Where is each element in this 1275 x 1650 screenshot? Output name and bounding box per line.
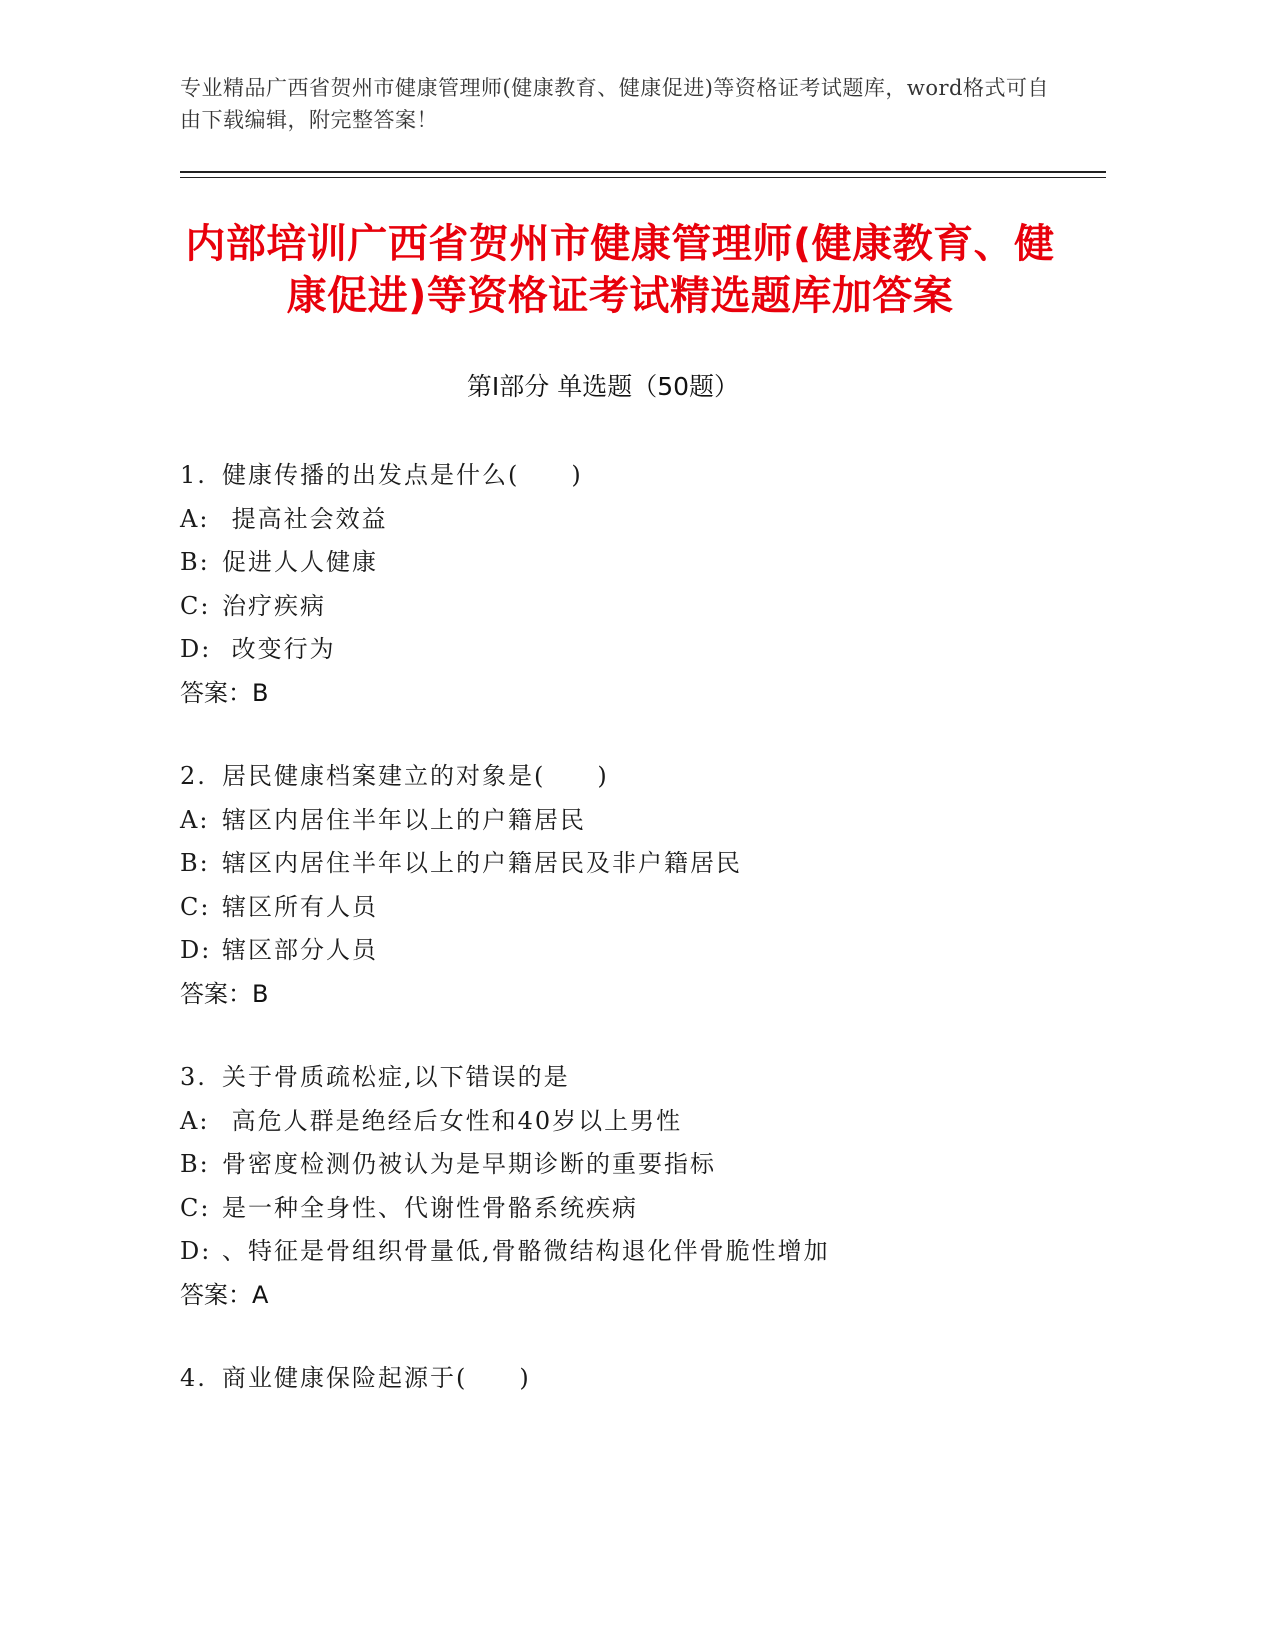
question-text: 商业健康保险起源于( ) — [222, 1364, 531, 1392]
option-b — [180, 1143, 1080, 1187]
option-key: B: — [180, 548, 210, 576]
answer-value: B — [252, 979, 269, 1008]
option-b — [180, 842, 1080, 886]
option-key: D: — [180, 936, 212, 964]
question-stem — [180, 1056, 1080, 1100]
option-key: A: — [180, 504, 210, 533]
question-1 — [180, 454, 1080, 715]
option-key: B: — [180, 849, 210, 877]
header-note: 专业精品广西省贺州市健康管理师(健康教育、健康促进)等资格证考试题库，word格式可自由下载编辑，附完整答案！ — [180, 76, 1049, 132]
option-text: 辖区内居住半年以上的户籍居民及非户籍居民 — [222, 849, 742, 877]
option-text: 治疗疾病 — [222, 591, 326, 620]
option-key: A: — [180, 805, 210, 834]
option-key: B: — [180, 1150, 210, 1178]
option-a — [180, 799, 1080, 843]
option-key: D: — [180, 635, 212, 663]
option-c — [180, 1187, 1080, 1231]
option-b — [180, 541, 1080, 585]
option-text: 高危人群是绝经后女性和40岁以上男性 — [222, 1106, 683, 1135]
question-4 — [180, 1357, 1080, 1401]
option-d — [180, 1230, 1080, 1274]
answer-value: A — [252, 1280, 269, 1309]
option-a — [180, 498, 1080, 542]
answer-line — [180, 1274, 1080, 1318]
option-key: D: — [180, 1237, 212, 1265]
question-number: 2. — [180, 762, 207, 790]
option-text: 辖区部分人员 — [222, 936, 378, 964]
section-title: 第Ⅰ部分 单选题（50题） — [466, 372, 740, 401]
option-key: C: — [180, 591, 211, 620]
option-c — [180, 886, 1080, 930]
question-stem — [180, 1357, 1080, 1401]
option-a — [180, 1100, 1080, 1144]
answer-value: B — [252, 678, 269, 707]
option-key: C: — [180, 1193, 211, 1222]
option-text: 提高社会效益 — [222, 504, 388, 533]
option-d — [180, 628, 1080, 672]
option-text: 促进人人健康 — [222, 548, 378, 576]
question-stem — [180, 454, 1080, 498]
question-list — [180, 454, 1080, 1441]
option-text: 辖区所有人员 — [222, 892, 378, 921]
answer-label: 答案： — [180, 1280, 252, 1309]
answer-line — [180, 672, 1080, 716]
document-title: 内部培训广西省贺州市健康管理师(健康教育、健康促进)等资格证考试精选题库加答案 — [185, 221, 1055, 319]
question-text: 居民健康档案建立的对象是( ) — [222, 762, 609, 790]
option-key: A: — [180, 1106, 210, 1135]
option-text: 是一种全身性、代谢性骨骼系统疾病 — [222, 1193, 638, 1222]
option-c — [180, 585, 1080, 629]
question-stem — [180, 755, 1080, 799]
question-3 — [180, 1056, 1080, 1317]
option-key: C: — [180, 892, 211, 921]
option-text: 改变行为 — [222, 635, 336, 663]
option-text: 骨密度检测仍被认为是早期诊断的重要指标 — [222, 1150, 716, 1178]
question-text: 健康传播的出发点是什么( ) — [222, 461, 583, 489]
header-divider-thin — [180, 177, 1106, 178]
question-number: 1. — [180, 461, 207, 489]
answer-label: 答案： — [180, 979, 252, 1008]
answer-label: 答案： — [180, 678, 252, 707]
header-divider-thick — [180, 171, 1106, 173]
answer-line — [180, 973, 1080, 1017]
question-number: 3. — [180, 1063, 207, 1091]
option-text: 辖区内居住半年以上的户籍居民 — [222, 805, 586, 834]
question-2 — [180, 755, 1080, 1016]
question-number: 4. — [180, 1364, 207, 1392]
option-d — [180, 929, 1080, 973]
question-text: 关于骨质疏松症,以下错误的是 — [222, 1063, 570, 1091]
option-text: 、特征是骨组织骨量低,骨骼微结构退化伴骨脆性增加 — [222, 1237, 830, 1265]
